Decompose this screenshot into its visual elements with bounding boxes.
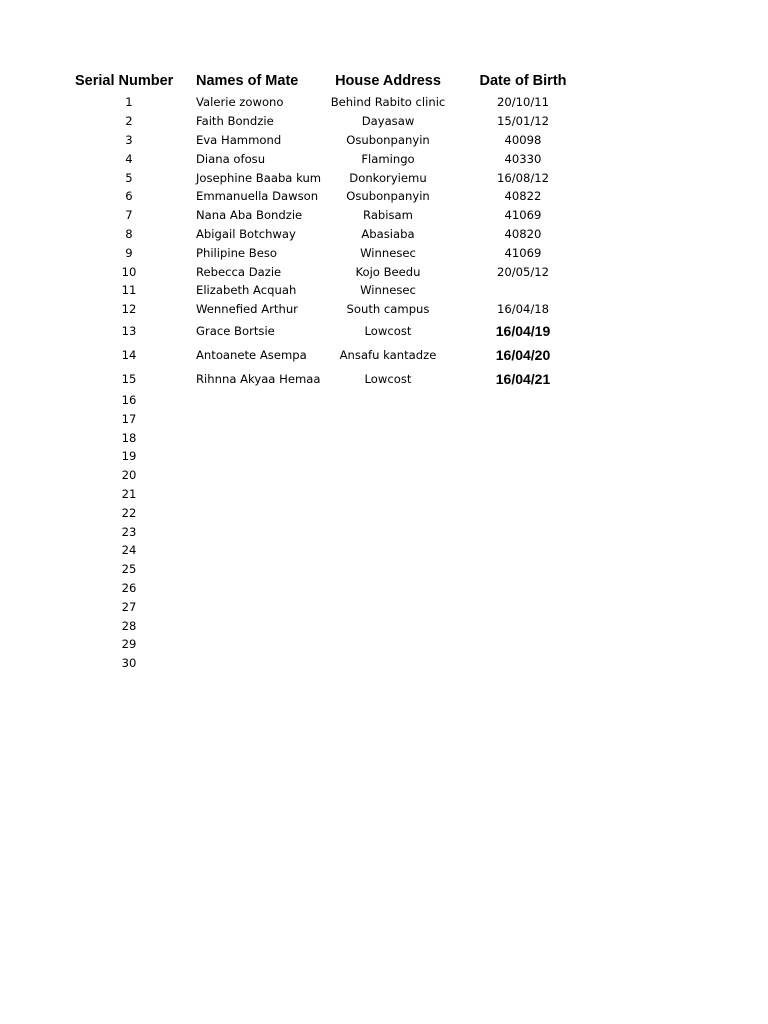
cell-name	[196, 485, 326, 504]
cell-serial-number: 12	[121, 302, 137, 317]
table-row	[0, 654, 768, 673]
cell-name	[196, 409, 326, 428]
cell-serial-number: 6	[125, 189, 133, 204]
table-row	[0, 300, 768, 319]
table-row	[0, 206, 768, 225]
cell-name: Rihnna Akyaa Hemaa	[196, 371, 321, 386]
cell-date-of-birth: 16/04/21	[495, 370, 551, 387]
cell-house-address: South campus	[346, 302, 430, 317]
cell-date-of-birth: 41069	[504, 245, 542, 260]
cell-house-address: Osubonpanyin	[346, 132, 430, 147]
cell-house-address	[326, 616, 450, 635]
table-row	[0, 131, 768, 150]
cell-date-of-birth: 40330	[504, 151, 542, 166]
cell-name: Josephine Baaba kum	[196, 170, 322, 185]
table-row	[0, 243, 768, 262]
cell-name: Nana Aba Bondzie	[196, 208, 303, 223]
table-row	[0, 485, 768, 504]
cell-name	[196, 428, 326, 447]
cell-date-of-birth	[463, 281, 583, 300]
cell-date-of-birth	[463, 579, 583, 598]
table-row	[0, 466, 768, 485]
cell-name: Philipine Beso	[196, 245, 277, 260]
table-header-row	[0, 70, 768, 92]
header-house-address: House Address	[335, 73, 441, 89]
cell-house-address: Kojo Beedu	[355, 264, 421, 279]
cell-name	[196, 597, 326, 616]
table-row	[0, 391, 768, 410]
table-row	[0, 635, 768, 654]
cell-date-of-birth	[463, 485, 583, 504]
table-row	[0, 187, 768, 206]
cell-name: Abigail Botchway	[196, 226, 296, 241]
cell-name	[196, 635, 326, 654]
header-serial-number: Serial Number	[75, 73, 174, 89]
cell-name: Emmanuella Dawson	[196, 189, 319, 204]
cell-serial-number: 20	[121, 468, 137, 483]
table-row	[0, 616, 768, 635]
table-row	[0, 168, 768, 187]
cell-serial-number: 2	[125, 114, 133, 129]
cell-date-of-birth	[463, 560, 583, 579]
table-row	[0, 343, 768, 367]
cell-house-address: Donkoryiemu	[349, 170, 427, 185]
cell-serial-number: 14	[121, 347, 137, 362]
cell-date-of-birth: 16/04/18	[496, 302, 550, 317]
cell-date-of-birth: 40098	[504, 132, 542, 147]
table-row	[0, 149, 768, 168]
cell-house-address: Behind Rabito clinic	[330, 95, 446, 110]
cell-serial-number: 5	[125, 170, 133, 185]
cell-name: Valerie zowono	[196, 95, 284, 110]
table-row	[0, 281, 768, 300]
cell-serial-number: 1	[125, 95, 133, 110]
cell-house-address	[326, 522, 450, 541]
table-row	[0, 541, 768, 560]
cell-name: Elizabeth Acquah	[196, 283, 297, 298]
cell-date-of-birth	[463, 616, 583, 635]
cell-name	[196, 466, 326, 485]
table-row	[0, 262, 768, 281]
cell-house-address	[326, 579, 450, 598]
cell-date-of-birth: 40822	[504, 189, 542, 204]
cell-house-address: Ansafu kantadze	[339, 347, 437, 362]
cell-name: Wennefied Arthur	[196, 302, 298, 317]
cell-house-address: Lowcost	[364, 323, 412, 338]
cell-name: Faith Bondzie	[196, 114, 274, 129]
cell-serial-number: 16	[121, 392, 137, 407]
cell-house-address	[326, 391, 450, 410]
cell-house-address: Abasiaba	[361, 226, 415, 241]
cell-name: Eva Hammond	[196, 132, 282, 147]
cell-serial-number: 17	[121, 411, 137, 426]
cell-house-address: Dayasaw	[361, 114, 415, 129]
cell-house-address	[326, 541, 450, 560]
cell-date-of-birth	[463, 391, 583, 410]
cell-serial-number: 15	[121, 371, 137, 386]
cell-date-of-birth	[463, 428, 583, 447]
cell-serial-number: 10	[121, 264, 137, 279]
cell-serial-number: 7	[125, 208, 133, 223]
table-row	[0, 560, 768, 579]
cell-serial-number: 27	[121, 599, 137, 614]
cell-house-address	[326, 447, 450, 466]
cell-name	[196, 522, 326, 541]
table-row	[0, 579, 768, 598]
cell-date-of-birth: 20/10/11	[496, 95, 550, 110]
table-row	[0, 597, 768, 616]
cell-date-of-birth: 16/08/12	[496, 170, 550, 185]
cell-name	[196, 391, 326, 410]
cell-serial-number: 19	[121, 449, 137, 464]
cell-serial-number: 25	[121, 562, 137, 577]
cell-date-of-birth: 16/04/20	[495, 346, 551, 363]
cell-house-address: Winnesec	[360, 245, 416, 260]
cell-serial-number: 21	[121, 486, 137, 501]
cell-name	[196, 541, 326, 560]
cell-house-address: Lowcost	[364, 371, 412, 386]
cell-serial-number: 28	[121, 618, 137, 633]
cell-date-of-birth: 40820	[504, 226, 542, 241]
table-body	[0, 93, 768, 673]
cell-date-of-birth	[463, 597, 583, 616]
cell-serial-number: 30	[121, 656, 137, 671]
cell-house-address: Winnesec	[360, 283, 416, 298]
cell-name: Diana ofosu	[196, 151, 266, 166]
cell-date-of-birth	[463, 503, 583, 522]
cell-house-address: Osubonpanyin	[346, 189, 430, 204]
cell-serial-number: 22	[121, 505, 137, 520]
table-row	[0, 522, 768, 541]
cell-date-of-birth: 20/05/12	[496, 264, 550, 279]
cell-date-of-birth: 41069	[504, 208, 542, 223]
cell-date-of-birth	[463, 409, 583, 428]
cell-serial-number: 8	[125, 226, 133, 241]
table-row	[0, 319, 768, 343]
cell-date-of-birth	[463, 522, 583, 541]
cell-name	[196, 447, 326, 466]
cell-date-of-birth: 15/01/12	[496, 114, 550, 129]
cell-date-of-birth	[463, 466, 583, 485]
table-row	[0, 112, 768, 131]
cell-date-of-birth	[463, 654, 583, 673]
cell-serial-number: 4	[125, 151, 133, 166]
cell-house-address	[326, 503, 450, 522]
cell-house-address	[326, 485, 450, 504]
cell-house-address: Flamingo	[361, 151, 415, 166]
table-row	[0, 409, 768, 428]
cell-house-address	[326, 654, 450, 673]
cell-name	[196, 560, 326, 579]
cell-house-address: Rabisam	[363, 208, 413, 223]
cell-serial-number: 29	[121, 637, 137, 652]
cell-house-address	[326, 428, 450, 447]
cell-serial-number: 11	[121, 283, 137, 298]
cell-house-address	[326, 635, 450, 654]
header-date-of-birth: Date of Birth	[479, 73, 567, 89]
cell-name	[196, 616, 326, 635]
cell-serial-number: 13	[121, 323, 137, 338]
cell-house-address	[326, 409, 450, 428]
cell-name: Antoanete Asempa	[196, 347, 307, 362]
cell-date-of-birth	[463, 447, 583, 466]
cell-name	[196, 579, 326, 598]
cell-name: Rebecca Dazie	[196, 264, 282, 279]
table-row	[0, 503, 768, 522]
header-names-of-mate: Names of Mate	[196, 73, 299, 89]
table-row	[0, 367, 768, 391]
cell-serial-number: 3	[125, 132, 133, 147]
cell-house-address	[326, 597, 450, 616]
cell-name: Grace Bortsie	[196, 323, 275, 338]
cell-serial-number: 23	[121, 524, 137, 539]
table-row	[0, 447, 768, 466]
cell-house-address	[326, 466, 450, 485]
table-row	[0, 225, 768, 244]
table-row	[0, 93, 768, 112]
cell-serial-number: 18	[121, 430, 137, 445]
table-row	[0, 428, 768, 447]
cell-date-of-birth	[463, 541, 583, 560]
cell-serial-number: 26	[121, 580, 137, 595]
cell-date-of-birth: 16/04/19	[495, 322, 551, 339]
cell-date-of-birth	[463, 635, 583, 654]
cell-serial-number: 24	[121, 543, 137, 558]
cell-name	[196, 654, 326, 673]
cell-house-address	[326, 560, 450, 579]
cell-serial-number: 9	[125, 245, 133, 260]
cell-name	[196, 503, 326, 522]
